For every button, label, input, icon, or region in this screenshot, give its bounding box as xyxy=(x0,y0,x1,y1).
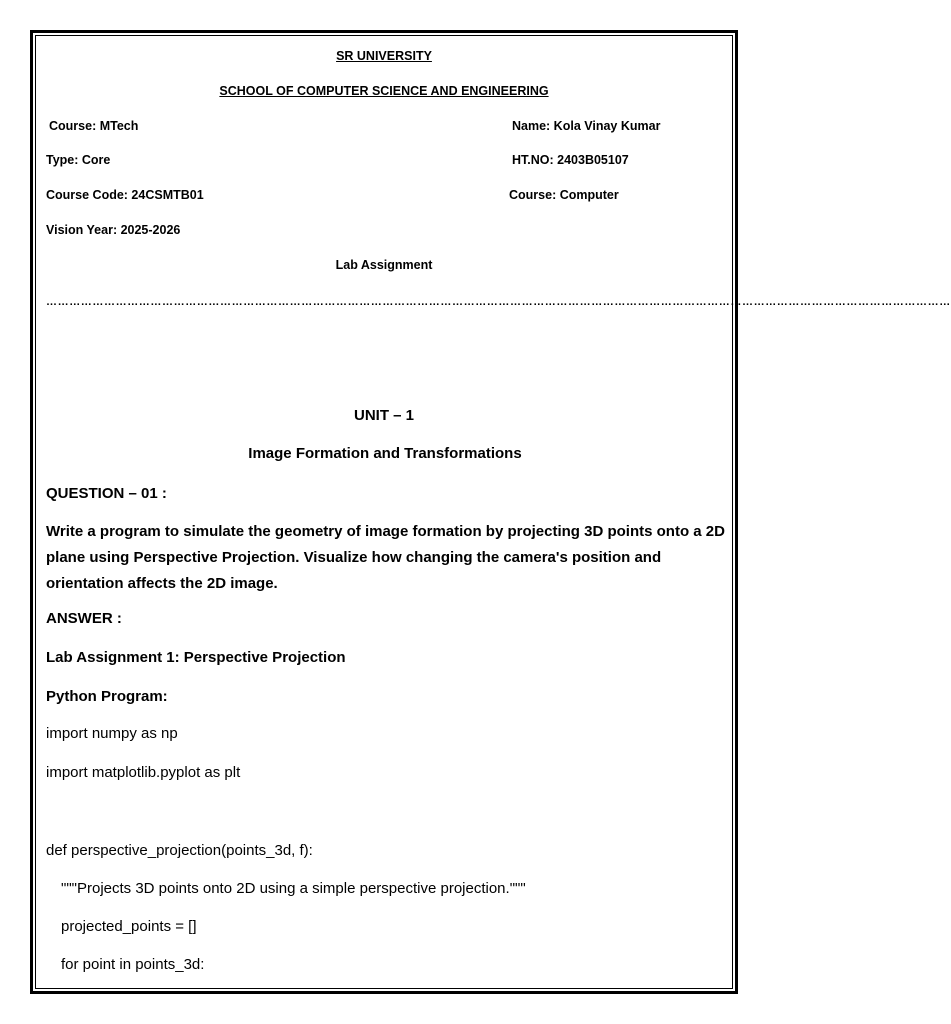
question-label: QUESTION – 01 : xyxy=(46,485,167,502)
unit-title: UNIT – 1 xyxy=(353,407,414,424)
program-label: Python Program: xyxy=(46,688,168,705)
ht-number: HT.NO: 2403B05107 xyxy=(512,153,629,167)
course-code: Course Code: 24CSMTB01 xyxy=(46,188,204,202)
code-line: import numpy as np xyxy=(46,725,178,742)
question-text: Write a program to simulate the geometry of image formation by projecting 3D points onto a 2D plane using Perspective Projection. Visualize how changing the camera's position and orientation affects the 2D image. xyxy=(46,523,725,592)
vision-year: Vision Year: 2025-2026 xyxy=(46,223,181,237)
code-line: """Projects 3D points onto 2D using a simple perspective projection.""" xyxy=(61,880,526,897)
unit-subtitle: Image Formation and Transformations xyxy=(248,445,522,462)
course-department: Course: Computer xyxy=(509,188,619,202)
code-line: import matplotlib.pyplot as plt xyxy=(46,764,241,781)
answer-label: ANSWER : xyxy=(46,610,122,627)
dotted-separator: ……………………………………………………………………………………………………………………………………………………………………………………………………………… xyxy=(46,296,951,308)
university-title: SR UNIVERSITY xyxy=(336,49,432,63)
school-title: SCHOOL OF COMPUTER SCIENCE AND ENGINEERING xyxy=(219,84,549,98)
code-line: def perspective_projection(points_3d, f): xyxy=(46,842,313,859)
course-label: Course: MTech xyxy=(49,119,139,133)
student-name: Name: Kola Vinay Kumar xyxy=(512,119,661,133)
code-line: projected_points = [] xyxy=(61,918,197,935)
lab-title: Lab Assignment 1: Perspective Projection xyxy=(46,649,346,666)
lab-assignment-label: Lab Assignment xyxy=(335,258,433,272)
type-label: Type: Core xyxy=(46,153,111,167)
code-line: for point in points_3d: xyxy=(61,956,205,973)
